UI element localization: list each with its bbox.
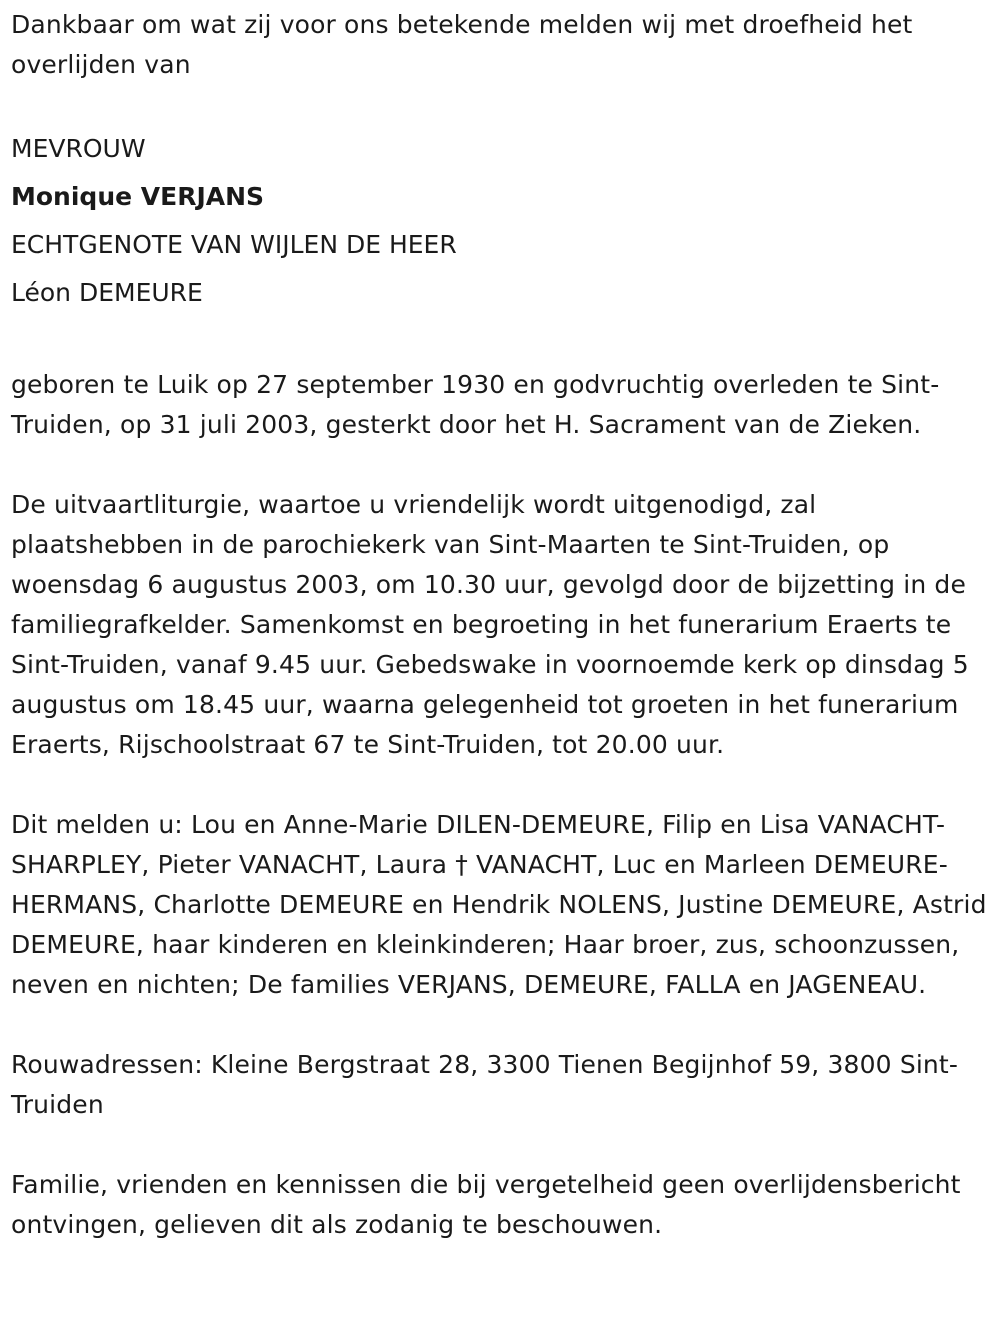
intro-text: Dankbaar om wat zij voor ons betekende melden wij met droefheid het overlijden van xyxy=(11,10,913,79)
closing-paragraph: Familie, vrienden en kennissen die bij vergetelheid geen overlijdensbericht ontvingen, gelieven dit als zodanig te beschouwen. xyxy=(11,1170,961,1239)
family-paragraph: Dit melden u: Lou en Anne-Marie DILEN-DEMEURE, Filip en Lisa VANACHT-SHARPLEY, Pieter VANACHT, Laura † VANACHT, Luc en Marleen DEMEURE-HERMANS, Charlotte DEMEURE en Hendrik NOLENS, Justine DEMEURE, Astrid DEMEURE, haar kinderen en kleinkinderen; Haar broer, zus, schoonzussen, neven en nichten; De families VERJANS, DEMEURE, FALLA en JAGENEAU. xyxy=(11,810,987,999)
funeral-paragraph: De uitvaartliturgie, waartoe u vriendelijk wordt uitgenodigd, zal plaatshebben in de parochiekerk van Sint-Maarten te Sint-Truiden, op woensdag 6 augustus 2003, om 10.30 uur, gevolgd door de bijzetting in de familiegrafkelder. Samenkomst en begroeting in het funerarium Eraerts te Sint-Truiden, vanaf 9.45 uur. Gebedswake in voornoemde kerk op dinsdag 5 augustus om 18.45 uur, waarna gelegenheid tot groeten in het funerarium Eraerts, Rijschoolstraat 67 te Sint-Truiden, tot 20.00 uur. xyxy=(11,490,969,759)
spacer xyxy=(11,1005,991,1045)
spacer xyxy=(11,765,991,805)
spouse-prefix: ECHTGENOTE VAN WIJLEN DE HEER xyxy=(11,230,457,259)
spacer xyxy=(11,445,991,485)
spouse-name: Léon DEMEURE xyxy=(11,278,203,307)
spacer xyxy=(11,1125,991,1165)
death-notice xyxy=(11,5,991,1245)
addresses-paragraph: Rouwadressen: Kleine Bergstraat 28, 3300 Tienen Begijnhof 59, 3800 Sint-Truiden xyxy=(11,1050,959,1119)
deceased-name: Monique VERJANS xyxy=(11,182,265,211)
spacer xyxy=(11,317,991,357)
birth-death-paragraph: geboren te Luik op 27 september 1930 en godvruchtig overleden te Sint-Truiden, op 31 juli 2003, gesterkt door het H. Sacrament van de Zieken. xyxy=(11,370,940,439)
title-text: MEVROUW xyxy=(11,134,146,163)
